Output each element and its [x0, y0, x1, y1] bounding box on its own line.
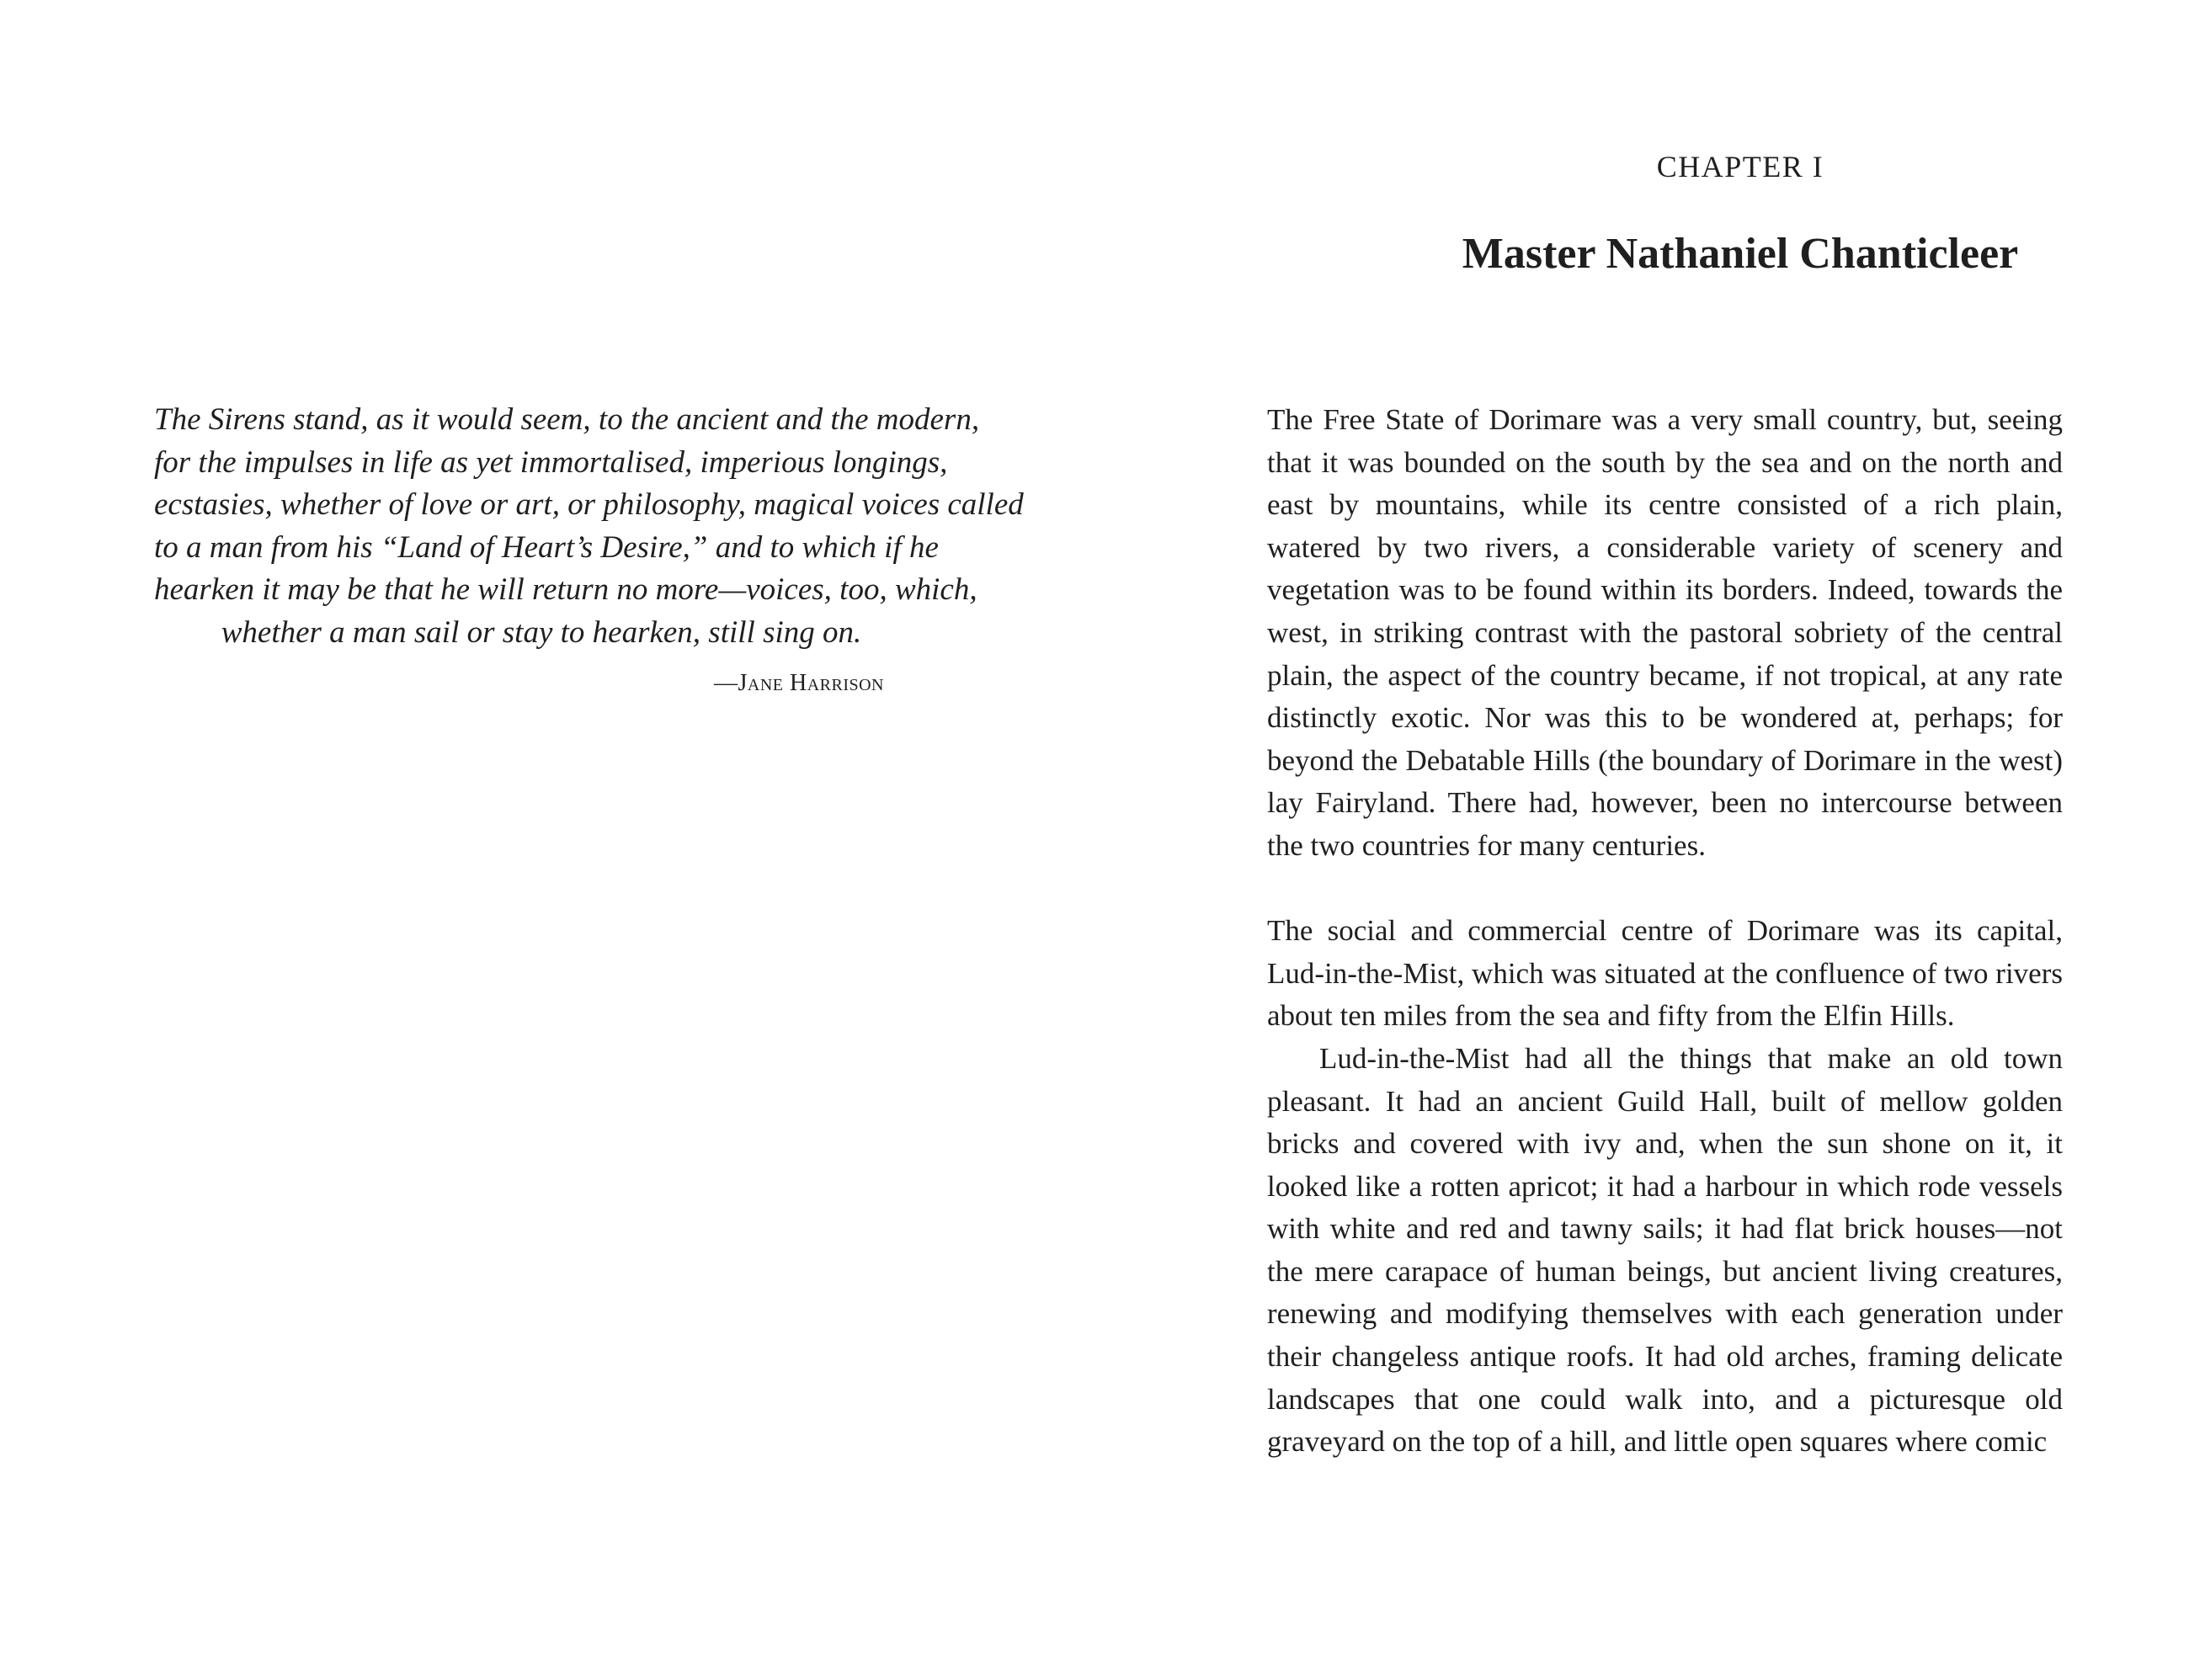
body-paragraph: The Free State of Dorimare was a very small country, but, seeing that it was bounded on the south by the sea and on the north and east by mountains, while its centre consisted of a rich plain, watered by two rivers, a considerable variety of scenery and vegetation was to be found within its borders. Indeed, towards the west, in striking contrast with the pastoral sobriety of the central plain, the aspect of the country became, if not tropical, at any rate distinctly exotic. Nor was this to be wondered at, perhaps; for beyond the Debatable Hills (the boundary of Dorimare in the west) lay Fairyland. There had, however, been no intercourse between the two countries for many centuries.: [1267, 403, 2063, 862]
body-paragraph: Lud-in-the-Mist had all the things that make an old town pleasant. It had an ancient Guild Hall, built of mellow golden bricks and covered with ivy and, when the sun shone on it, it looked like a rotten apricot; it had a harbour in which rode vessels with white and red and tawny sails; it had flat brick houses—not the mere carapace of human beings, but ancient living creatures, renewing and modifying themselves with each generation under their changeless antique roofs. It had old arches, framing delicate landscapes that one could walk into, and a picturesque old graveyard on the top of a hill, and little open squares where comic: [1267, 1041, 2063, 1459]
epigraph-line: for the impulses in life as yet immortalised, imperious longings,: [154, 444, 948, 480]
epigraph-line: whether a man sail or stay to hearken, still sing on.: [221, 614, 862, 650]
epigraph-line: hearken it may be that he will return no more—voices, too, which,: [154, 572, 977, 607]
epigraph-text: [154, 399, 1024, 654]
chapter-label: CHAPTER I: [1656, 150, 1824, 183]
body-paragraph: The social and commercial centre of Dorimare was its capital, Lud-in-the-Mist, which was situated at the confluence of two rivers about ten miles from the sea and fifty from the Elfin Hills.: [1267, 914, 2063, 1033]
epigraph-line: The Sirens stand, as it would seem, to the ancient and the modern,: [154, 402, 980, 437]
epigraph-line: ecstasies, whether of love or art, or philosophy, magical voices called: [154, 487, 1024, 522]
epigraph-attribution: —Jane Harrison: [713, 670, 884, 696]
left-page: [0, 0, 1094, 1680]
epigraph: [154, 399, 1024, 696]
epigraph-line: to a man from his “Land of Heart’s Desire,” and to which if he: [154, 529, 939, 565]
chapter-title: Master Nathaniel Chanticleer: [1462, 230, 2019, 278]
right-page: [1094, 0, 2189, 1680]
chapter-body: [1267, 399, 2063, 1464]
